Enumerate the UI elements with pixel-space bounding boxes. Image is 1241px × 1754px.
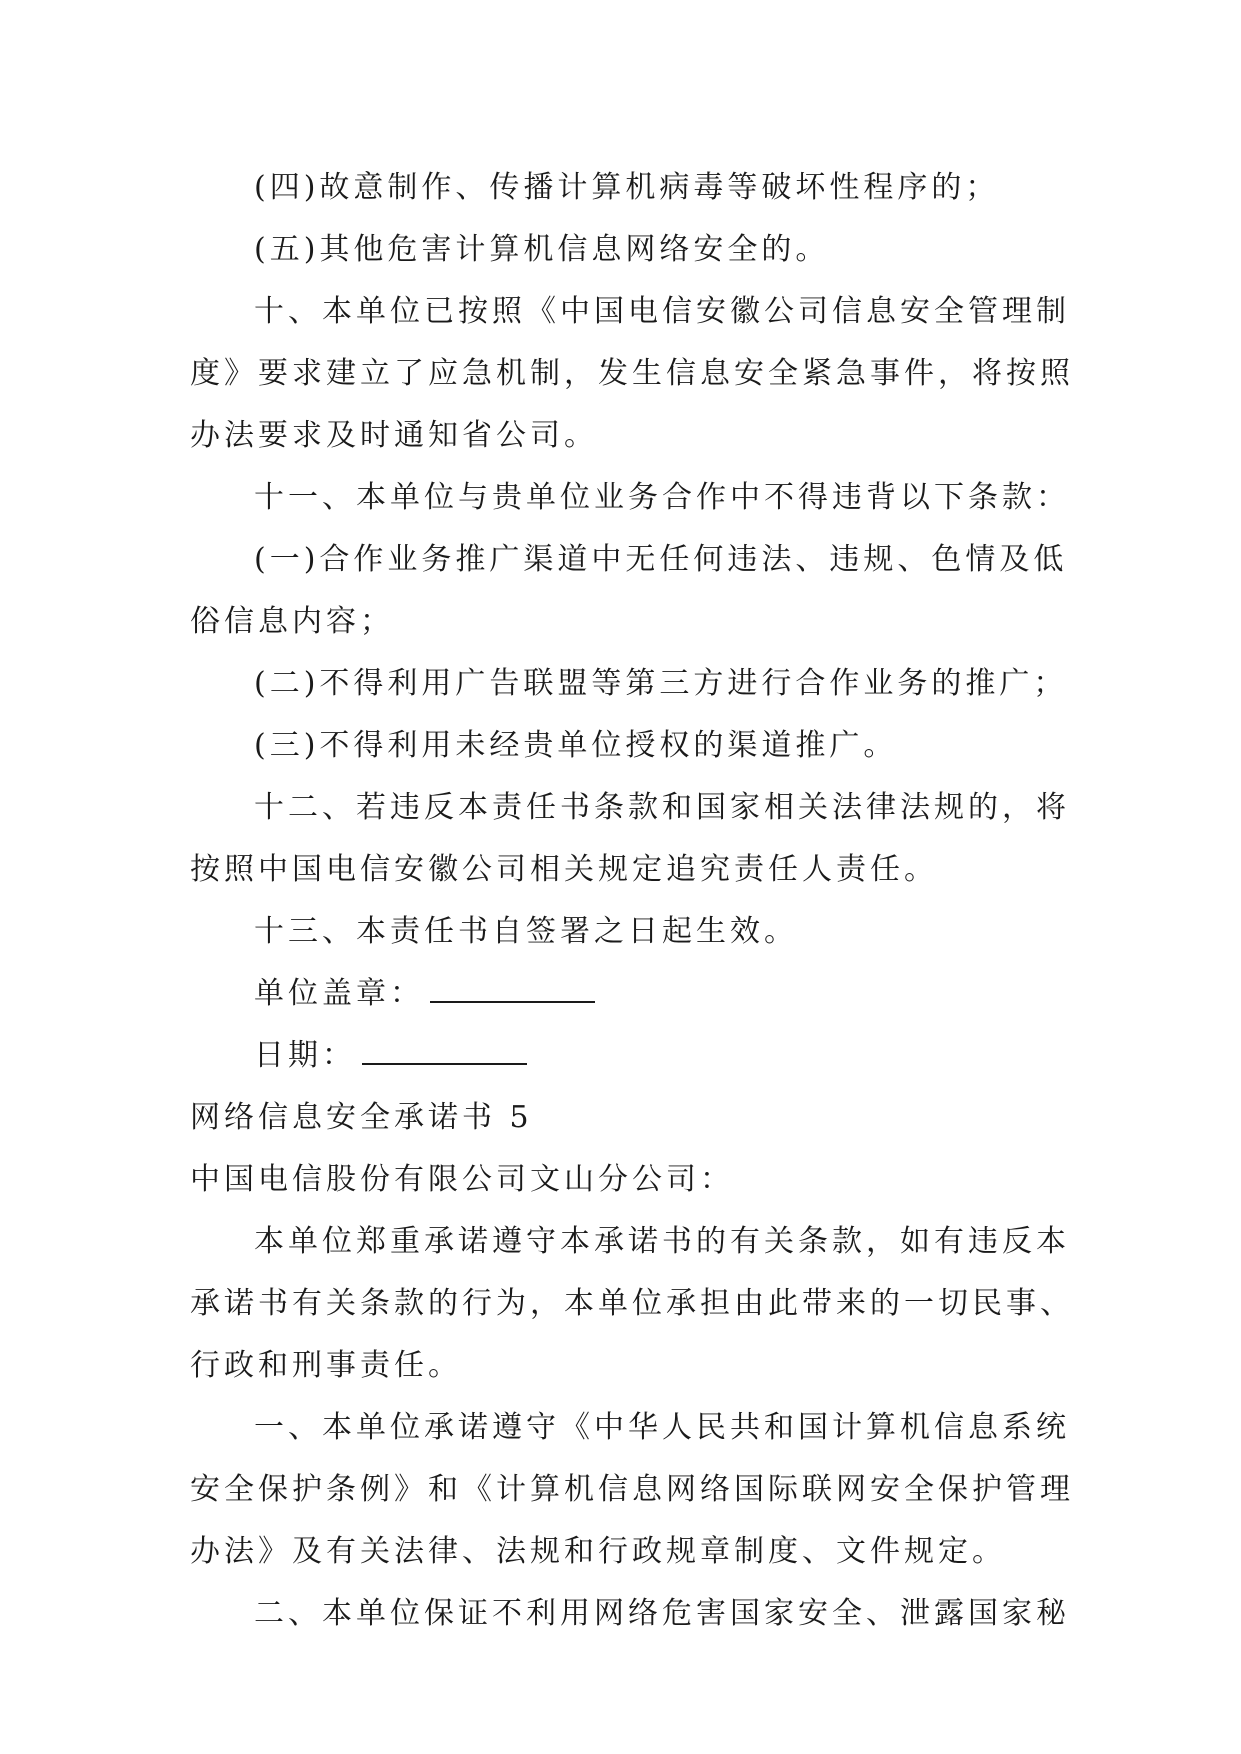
- addressee: 中国电信股份有限公司文山分公司：: [190, 1162, 734, 1197]
- body-line: 安全保护条例》和《计算机信息网络国际联网安全保护管理: [190, 1472, 1074, 1507]
- clause-line: (三)不得利用未经贵单位授权的渠道推广。: [254, 728, 898, 763]
- clause-line: 十、本单位已按照《中国电信安徽公司信息安全管理制: [254, 294, 1070, 329]
- clause-line: (二)不得利用广告联盟等第三方进行合作业务的推广；: [254, 666, 1068, 701]
- body-line: 一、本单位承诺遵守《中华人民共和国计算机信息系统: [254, 1410, 1070, 1445]
- body-line: 办法》及有关法律、法规和行政规章制度、文件规定。: [190, 1534, 1006, 1569]
- document-body: [190, 157, 1074, 1645]
- body-line: 承诺书有关条款的行为，本单位承担由此带来的一切民事、: [190, 1286, 1074, 1321]
- clause-line: 十一、本单位与贵单位业务合作中不得违背以下条款：: [254, 480, 1070, 515]
- section-title: 网络信息安全承诺书 5: [190, 1100, 533, 1135]
- clause-line: 按照中国电信安徽公司相关规定追究责任人责任。: [190, 852, 938, 887]
- body-line: 行政和刑事责任。: [190, 1348, 462, 1383]
- seal-blank-line: [430, 983, 595, 1003]
- clause-line: 俗信息内容；: [190, 604, 394, 639]
- date-blank-line: [362, 1045, 527, 1065]
- seal-row: [190, 963, 1055, 1025]
- body-line: 二、本单位保证不利用网络危害国家安全、泄露国家秘: [254, 1596, 1070, 1631]
- clause-line: 十二、若违反本责任书条款和国家相关法律法规的，将: [254, 790, 1070, 825]
- clause-line: (四)故意制作、传播计算机病毒等破坏性程序的；: [254, 170, 1000, 205]
- clause-line: 度》要求建立了应急机制，发生信息安全紧急事件，将按照: [190, 356, 1074, 391]
- seal-label: 单位盖章：: [254, 976, 424, 1011]
- clause-line: (五)其他危害计算机信息网络安全的。: [254, 232, 830, 267]
- date-row: [190, 1025, 1055, 1087]
- clause-line: 办法要求及时通知省公司。: [190, 418, 598, 453]
- body-line: 本单位郑重承诺遵守本承诺书的有关条款，如有违反本: [254, 1224, 1070, 1259]
- date-label: 日期：: [254, 1038, 356, 1073]
- clause-line: 十三、本责任书自签署之日起生效。: [254, 914, 798, 949]
- clause-line: (一)合作业务推广渠道中无任何违法、违规、色情及低: [254, 542, 1068, 577]
